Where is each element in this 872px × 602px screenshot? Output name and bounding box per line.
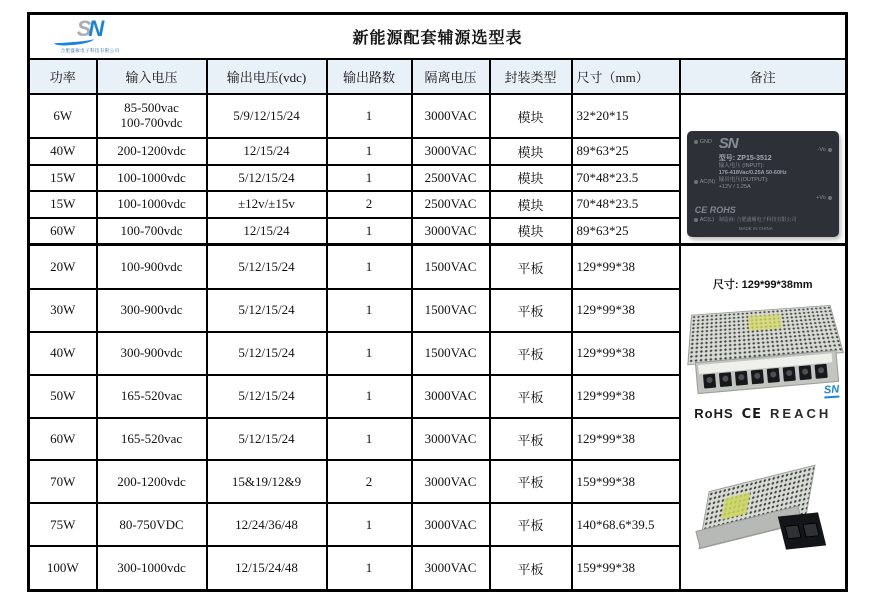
- logo-letter-s: S: [76, 16, 89, 41]
- ce-rohs-marks: CE ROHS: [694, 205, 736, 215]
- cell-power: 6W: [29, 94, 97, 138]
- cell-power: 70W: [29, 460, 97, 503]
- rohs-mark: RoHS: [694, 406, 734, 422]
- reach-mark: REACH: [770, 406, 832, 422]
- cell-output-channels: 1: [327, 165, 412, 192]
- module-product-photo: [683, 95, 844, 237]
- col-header-package-type: 封装类型: [490, 59, 572, 94]
- cell-input-voltage: 100-700vdc: [97, 218, 207, 245]
- cell-power: 15W: [29, 191, 97, 218]
- remark-cell-module: [680, 94, 847, 245]
- cell-isolation-voltage: 3000VAC: [412, 375, 490, 418]
- cell-output-voltage: 5/12/15/24: [207, 165, 327, 192]
- cell-package-type: 模块: [490, 138, 572, 165]
- psu-sn-logo: SN: [823, 383, 841, 397]
- cell-package-type: 平板: [490, 375, 572, 418]
- cell-size: 159*99*38: [572, 460, 680, 503]
- ce-mark-icon: CE: [741, 407, 763, 423]
- cell-input-voltage: 165-520vac: [97, 418, 207, 461]
- cell-power: 30W: [29, 289, 97, 332]
- cell-size: 140*68.6*39.5: [572, 503, 680, 546]
- cell-size: 129*99*38: [572, 289, 680, 332]
- table-header-row: [29, 59, 847, 94]
- cell-input-voltage: 200-1200vdc: [97, 460, 207, 503]
- cell-isolation-voltage: 3000VAC: [412, 418, 490, 461]
- panel-psu-photo: [684, 300, 842, 396]
- cell-package-type: 平板: [490, 460, 572, 503]
- cell-input-voltage: 100-1000vdc: [97, 165, 207, 192]
- cell-power: 75W: [29, 503, 97, 546]
- selection-table: [27, 12, 848, 592]
- cell-size: 129*99*38: [572, 245, 680, 289]
- remark-cell-panel: [680, 245, 847, 591]
- logo-letter-n: N: [88, 16, 102, 41]
- cell-output-voltage: 12/15/24: [207, 218, 327, 245]
- cell-input-voltage: 100-900vdc: [97, 245, 207, 289]
- col-header-output-channels: 输出路数: [327, 59, 412, 94]
- cell-isolation-voltage: 3000VAC: [412, 94, 490, 138]
- cell-output-channels: 1: [327, 503, 412, 546]
- cell-output-channels: 1: [327, 418, 412, 461]
- cell-package-type: 平板: [490, 546, 572, 590]
- cell-size: 129*99*38: [572, 418, 680, 461]
- cell-output-voltage: 5/12/15/24: [207, 418, 327, 461]
- page-title: 新能源配套辅源选型表: [352, 30, 523, 47]
- certification-marks: [694, 406, 831, 422]
- table-row: [29, 245, 847, 289]
- module-made-in: MADE IN CHINA: [738, 226, 773, 231]
- cell-power: 40W: [29, 138, 97, 165]
- cell-output-channels: 1: [327, 245, 412, 289]
- cell-size: 129*99*38: [572, 375, 680, 418]
- panel-size-label: 尺寸: 129*99*38mm: [712, 279, 813, 292]
- cell-input-voltage: 300-900vdc: [97, 289, 207, 332]
- cell-power: 60W: [29, 418, 97, 461]
- cell-package-type: 平板: [490, 418, 572, 461]
- cell-power: 15W: [29, 165, 97, 192]
- cell-power: 40W: [29, 332, 97, 375]
- cell-output-channels: 2: [327, 460, 412, 503]
- col-header-isolation-voltage: 隔离电压: [412, 59, 490, 94]
- module-maker-line: 制造商: 合肥盛雁电子科技有限公司: [718, 217, 797, 223]
- module-pin-acn: AC(N): [692, 179, 715, 185]
- cell-input-voltage: 165-520vac: [97, 375, 207, 418]
- company-logo: [46, 18, 132, 55]
- spec-sheet: [27, 12, 845, 592]
- cell-output-channels: 1: [327, 289, 412, 332]
- psu2-terminal-end: [778, 513, 826, 550]
- cell-isolation-voltage: 3000VAC: [412, 218, 490, 245]
- cell-output-voltage: 5/9/12/15/24: [207, 94, 327, 138]
- module-output-label: 输出电压(OUTPUT):: [718, 177, 769, 183]
- cell-package-type: 模块: [490, 165, 572, 192]
- module-sn-logo: SN: [718, 135, 738, 152]
- cell-output-voltage: 12/24/36/48: [207, 503, 327, 546]
- cell-output-voltage: 5/12/15/24: [207, 245, 327, 289]
- col-header-remark: 备注: [680, 59, 847, 94]
- cell-isolation-voltage: 1500VAC: [412, 289, 490, 332]
- cell-size: 159*99*38: [572, 546, 680, 590]
- cell-input-voltage: [97, 94, 207, 138]
- input-line-2: 100-700vdc: [120, 115, 183, 130]
- panel-psu-photo-2: [688, 456, 838, 568]
- cell-output-channels: 1: [327, 332, 412, 375]
- cell-output-voltage: 5/12/15/24: [207, 332, 327, 375]
- cell-input-voltage: 100-1000vdc: [97, 191, 207, 218]
- module-pin-acl: AC(L): [692, 217, 714, 223]
- logo-swoosh-icon: [54, 36, 94, 47]
- cell-output-channels: 2: [327, 191, 412, 218]
- cell-package-type: 模块: [490, 218, 572, 245]
- cell-size: 129*99*38: [572, 332, 680, 375]
- cell-output-voltage: 12/15/24/48: [207, 546, 327, 590]
- cell-size: 89*63*25: [572, 218, 680, 245]
- cell-output-voltage: 12/15/24: [207, 138, 327, 165]
- module-print-block: [719, 137, 821, 191]
- cell-size: 70*48*23.5: [572, 191, 680, 218]
- cell-output-voltage: 5/12/15/24: [207, 289, 327, 332]
- cell-package-type: 模块: [490, 94, 572, 138]
- cell-power: 20W: [29, 245, 97, 289]
- cell-size: 70*48*23.5: [572, 165, 680, 192]
- cell-isolation-voltage: 2500VAC: [412, 191, 490, 218]
- cell-input-voltage: 200-1200vdc: [97, 138, 207, 165]
- cell-isolation-voltage: 3000VAC: [412, 460, 490, 503]
- cell-power: 100W: [29, 546, 97, 590]
- cell-input-voltage: 80-750VDC: [97, 503, 207, 546]
- cell-output-channels: 1: [327, 218, 412, 245]
- col-header-input-voltage: 输入电压: [97, 59, 207, 94]
- module-output-value: +12V / 1.25A: [718, 184, 751, 190]
- input-line-1: 85-500vac: [124, 100, 179, 116]
- title-row: [29, 14, 847, 60]
- cell-output-channels: 1: [327, 138, 412, 165]
- cell-input-voltage: 300-900vdc: [97, 332, 207, 375]
- cell-package-type: 模块: [490, 191, 572, 218]
- cell-package-type: 平板: [490, 289, 572, 332]
- psu2-label-patch: [721, 493, 750, 521]
- col-header-size: 尺寸（mm）: [572, 59, 680, 94]
- module-input-value: 176-418Vac/0.25A 50-60Hz: [718, 170, 787, 176]
- cell-power: 50W: [29, 375, 97, 418]
- module-pin-gnd: GND: [692, 139, 712, 145]
- cell-input-voltage: 300-1000vdc: [97, 546, 207, 590]
- cell-package-type: 平板: [490, 245, 572, 289]
- table-row: [29, 94, 847, 138]
- module-input-label: 输入电压 (INPUT):: [718, 163, 764, 169]
- cell-output-channels: 1: [327, 546, 412, 590]
- title-cell: [29, 14, 847, 60]
- cell-package-type: 平板: [490, 503, 572, 546]
- cell-size: 89*63*25: [572, 138, 680, 165]
- module-body: [687, 131, 839, 237]
- cell-output-channels: 1: [327, 375, 412, 418]
- cell-isolation-voltage: 2500VAC: [412, 165, 490, 192]
- cell-output-voltage: ±12v/±15v: [207, 191, 327, 218]
- col-header-power: 功率: [29, 59, 97, 94]
- module-model-number: 型号: ZP15-3512: [718, 155, 772, 162]
- logo-company-name: 合肥盛雁电子科技有限公司: [60, 48, 120, 53]
- cell-isolation-voltage: 3000VAC: [412, 546, 490, 590]
- cell-power: 60W: [29, 218, 97, 245]
- cell-isolation-voltage: 3000VAC: [412, 138, 490, 165]
- cell-output-channels: 1: [327, 94, 412, 138]
- cell-isolation-voltage: 1500VAC: [412, 245, 490, 289]
- cell-output-voltage: 5/12/15/24: [207, 375, 327, 418]
- cell-size: 32*20*15: [572, 94, 680, 138]
- module-pin-vo-pos: +Vo: [816, 195, 834, 201]
- panel-remark-content: [683, 246, 844, 568]
- cell-package-type: 平板: [490, 332, 572, 375]
- module-pin-vo-neg: -Vo: [817, 147, 833, 153]
- psu-label-patch: [748, 314, 783, 331]
- cell-isolation-voltage: 1500VAC: [412, 332, 490, 375]
- cell-isolation-voltage: 3000VAC: [412, 503, 490, 546]
- cell-output-voltage: 15&19/12&9: [207, 460, 327, 503]
- col-header-output-voltage: 输出电压(vdc): [207, 59, 327, 94]
